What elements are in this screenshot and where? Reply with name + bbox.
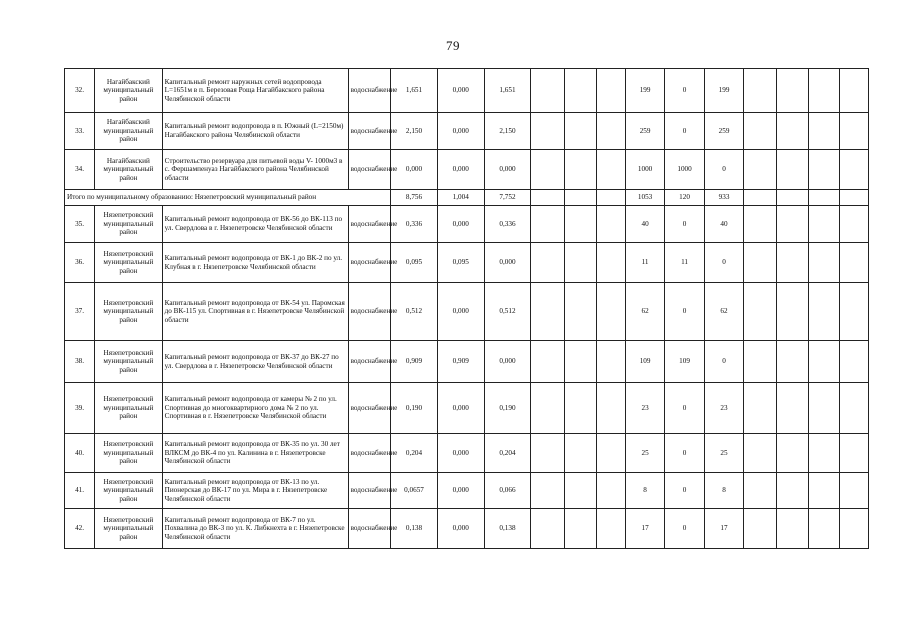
blank-cell [596,283,625,341]
blank-cell [839,113,868,150]
municipality-cell: Нязепетровский муниципальный район [95,283,163,341]
value-cell-2: 0,000 [437,383,484,434]
description-cell: Капитальный ремонт водопровода от ВК-54 ул. Паромская до ВК-115 ул. Спортивная в г. Нязепетровске Челябинской области [162,283,348,341]
blank-cell [839,509,868,549]
description-cell: Капитальный ремонт водопровода в п. Южный (L=2150м) Нагайбакского района Челябинской области [162,113,348,150]
value-cell-2: 0,000 [437,206,484,243]
value-cell-1: 0,204 [391,434,438,473]
financing-cell-3: 199 [704,69,743,113]
row-number: 39. [65,383,95,434]
total-label: Итого по муниципальному образованию: Нязепетровский муниципальный район [65,190,391,206]
blank-cell [596,341,625,383]
blank-cell [596,150,625,190]
blank-cell [744,206,777,243]
blank-cell [531,206,564,243]
row-number: 36. [65,243,95,283]
financing-cell-3: 259 [704,113,743,150]
blank-cell [531,243,564,283]
value-cell-3: 0,066 [484,473,531,509]
table-row [65,243,869,283]
table-row [65,434,869,473]
blank-cell [808,206,839,243]
value-cell-2: 0,000 [437,509,484,549]
blank-cell [564,434,596,473]
blank-cell [564,473,596,509]
value-cell-2: 0,000 [437,473,484,509]
type-cell: водоснабжение [348,206,391,243]
value-cell-1: 0,512 [391,283,438,341]
financing-cell-2: 0 [665,383,704,434]
financing-cell-3: 0 [704,150,743,190]
value-cell-2: 0,000 [437,150,484,190]
blank-cell [808,190,839,206]
blank-cell [777,206,808,243]
blank-cell [531,283,564,341]
municipality-cell: Нязепетровский муниципальный район [95,434,163,473]
value-cell-1: 0,336 [391,206,438,243]
blank-cell [564,243,596,283]
blank-cell [744,283,777,341]
value-cell-3: 0,000 [484,243,531,283]
total-value-1: 8,756 [391,190,438,206]
blank-cell [531,69,564,113]
value-cell-1: 0,909 [391,341,438,383]
row-number: 42. [65,509,95,549]
blank-cell [531,509,564,549]
blank-cell [744,69,777,113]
municipality-cell: Нязепетровский муниципальный район [95,383,163,434]
municipality-cell: Нязепетровский муниципальный район [95,243,163,283]
blank-cell [777,190,808,206]
description-cell: Капитальный ремонт водопровода от ВК-1 до ВК-2 по ул. Клубная в г. Нязепетровске Челябинской области [162,243,348,283]
value-cell-2: 0,000 [437,69,484,113]
financing-cell-2: 0 [665,509,704,549]
blank-cell [808,283,839,341]
financing-cell-2: 0 [665,473,704,509]
financing-cell-2: 0 [665,206,704,243]
total-financing-2: 120 [665,190,704,206]
table-row [65,206,869,243]
blank-cell [808,113,839,150]
blank-cell [839,283,868,341]
row-number: 37. [65,283,95,341]
type-cell: водоснабжение [348,434,391,473]
blank-cell [839,434,868,473]
financing-cell-2: 0 [665,283,704,341]
blank-cell [596,113,625,150]
blank-cell [744,434,777,473]
value-cell-1: 0,138 [391,509,438,549]
blank-cell [744,509,777,549]
financing-cell-2: 0 [665,113,704,150]
row-number: 32. [65,69,95,113]
blank-cell [596,206,625,243]
row-number: 38. [65,341,95,383]
value-cell-2: 0,095 [437,243,484,283]
blank-cell [564,113,596,150]
blank-cell [777,69,808,113]
value-cell-3: 0,336 [484,206,531,243]
row-number: 40. [65,434,95,473]
municipality-cell: Нязепетровский муниципальный район [95,509,163,549]
blank-cell [531,383,564,434]
blank-cell [744,243,777,283]
type-cell: водоснабжение [348,243,391,283]
value-cell-3: 1,651 [484,69,531,113]
value-cell-3: 0,512 [484,283,531,341]
value-cell-3: 2,150 [484,113,531,150]
value-cell-3: 0,138 [484,509,531,549]
blank-cell [596,509,625,549]
blank-cell [596,473,625,509]
blank-cell [839,383,868,434]
type-cell: водоснабжение [348,341,391,383]
value-cell-2: 0,000 [437,434,484,473]
table-row [65,150,869,190]
type-cell: водоснабжение [348,473,391,509]
program-table [64,68,869,549]
municipality-cell: Нагайбакский муниципальный район [95,113,163,150]
blank-cell [808,243,839,283]
blank-cell [839,341,868,383]
blank-cell [839,69,868,113]
blank-cell [744,190,777,206]
municipality-cell: Нязепетровский муниципальный район [95,206,163,243]
value-cell-1: 0,000 [391,150,438,190]
table-row [65,509,869,549]
financing-cell-3: 40 [704,206,743,243]
value-cell-3: 0,000 [484,150,531,190]
value-cell-1: 1,651 [391,69,438,113]
financing-cell-2: 0 [665,434,704,473]
total-financing-3: 933 [704,190,743,206]
blank-cell [839,150,868,190]
row-number: 41. [65,473,95,509]
blank-cell [744,473,777,509]
financing-cell-1: 23 [625,383,664,434]
blank-cell [531,434,564,473]
table-row [65,383,869,434]
type-cell: водоснабжение [348,113,391,150]
blank-cell [777,283,808,341]
financing-cell-2: 109 [665,341,704,383]
blank-cell [777,341,808,383]
financing-cell-3: 25 [704,434,743,473]
financing-cell-2: 11 [665,243,704,283]
blank-cell [531,150,564,190]
blank-cell [596,243,625,283]
blank-cell [531,113,564,150]
page-number: 79 [446,38,460,53]
blank-cell [744,150,777,190]
financing-cell-3: 0 [704,243,743,283]
blank-cell [808,473,839,509]
type-cell: водоснабжение [348,383,391,434]
financing-cell-3: 17 [704,509,743,549]
description-cell: Капитальный ремонт наружных сетей водопровода L=1651м в п. Березовая Роща Нагайбакского района Челябинской области [162,69,348,113]
type-cell: водоснабжение [348,283,391,341]
financing-cell-3: 62 [704,283,743,341]
row-number: 33. [65,113,95,150]
blank-cell [808,69,839,113]
blank-cell [531,341,564,383]
value-cell-3: 0,204 [484,434,531,473]
blank-cell [531,190,564,206]
blank-cell [777,473,808,509]
blank-cell [777,113,808,150]
blank-cell [808,150,839,190]
blank-cell [596,190,625,206]
municipality-cell: Нязепетровский муниципальный район [95,473,163,509]
financing-cell-1: 259 [625,113,664,150]
blank-cell [564,69,596,113]
blank-cell [564,206,596,243]
blank-cell [596,69,625,113]
description-cell: Капитальный ремонт водопровода от ВК-56 до ВК-113 по ул. Свердлова в г. Нязепетровске Челябинской области [162,206,348,243]
financing-cell-1: 25 [625,434,664,473]
financing-cell-3: 8 [704,473,743,509]
financing-cell-1: 1000 [625,150,664,190]
type-cell: водоснабжение [348,69,391,113]
value-cell-1: 2,150 [391,113,438,150]
blank-cell [596,434,625,473]
blank-cell [531,473,564,509]
financing-cell-1: 109 [625,341,664,383]
value-cell-2: 0,909 [437,341,484,383]
total-financing-1: 1053 [625,190,664,206]
financing-cell-1: 17 [625,509,664,549]
value-cell-2: 0,000 [437,283,484,341]
financing-cell-1: 62 [625,283,664,341]
financing-cell-1: 8 [625,473,664,509]
financing-cell-3: 0 [704,341,743,383]
value-cell-1: 0,0657 [391,473,438,509]
total-value-3: 7,752 [484,190,531,206]
blank-cell [596,383,625,434]
blank-cell [839,243,868,283]
description-cell: Капитальный ремонт водопровода от ВК-13 по ул. Пионерская до ВК-17 по ул. Мира в г. Нязепетровске Челябинской области [162,473,348,509]
blank-cell [564,190,596,206]
total-value-2: 1,004 [437,190,484,206]
municipality-cell: Нагайбакский муниципальный район [95,69,163,113]
blank-cell [839,473,868,509]
value-cell-2: 0,000 [437,113,484,150]
blank-cell [808,383,839,434]
description-cell: Капитальный ремонт водопровода от ВК-7 по ул. Похвалина до ВК-3 по ул. К. Либкнехта в г. Нязепетровске Челябинской области [162,509,348,549]
financing-cell-2: 1000 [665,150,704,190]
blank-cell [564,150,596,190]
financing-cell-3: 23 [704,383,743,434]
blank-cell [564,341,596,383]
table-row [65,341,869,383]
table-row [65,69,869,113]
value-cell-3: 0,190 [484,383,531,434]
blank-cell [744,383,777,434]
table-row [65,473,869,509]
blank-cell [777,434,808,473]
blank-cell [808,341,839,383]
description-cell: Строительство резервуара для питьевой воды V- 1000м3 в с. Фершампенуаз Нагайбакского района Челябинской области [162,150,348,190]
type-cell: водоснабжение [348,509,391,549]
blank-cell [564,383,596,434]
financing-cell-2: 0 [665,69,704,113]
blank-cell [564,509,596,549]
value-cell-1: 0,095 [391,243,438,283]
blank-cell [744,113,777,150]
financing-cell-1: 40 [625,206,664,243]
municipality-cell: Нагайбакский муниципальный район [95,150,163,190]
blank-cell [777,509,808,549]
value-cell-3: 0,000 [484,341,531,383]
total-row [65,190,869,206]
blank-cell [839,190,868,206]
blank-cell [777,383,808,434]
description-cell: Капитальный ремонт водопровода от камеры № 2 по ул. Спортивная до многоквартирного дома № 2 по ул. Спортивная в г. Нязепетровске Челябинской области [162,383,348,434]
blank-cell [564,283,596,341]
value-cell-1: 0,190 [391,383,438,434]
row-number: 35. [65,206,95,243]
blank-cell [839,206,868,243]
blank-cell [777,243,808,283]
table-row [65,283,869,341]
type-cell: водоснабжение [348,150,391,190]
row-number: 34. [65,150,95,190]
blank-cell [808,434,839,473]
blank-cell [777,150,808,190]
table-row [65,113,869,150]
financing-cell-1: 11 [625,243,664,283]
municipality-cell: Нязепетровский муниципальный район [95,341,163,383]
blank-cell [808,509,839,549]
description-cell: Капитальный ремонт водопровода от ВК-37 до ВК-27 по ул. Свердлова в г. Нязепетровске Челябинской области [162,341,348,383]
financing-cell-1: 199 [625,69,664,113]
blank-cell [744,341,777,383]
description-cell: Капитальный ремонт водопровода от ВК-35 по ул. 30 лет ВЛКСМ до ВК-4 по ул. Калинина в г. Нязепетровске Челябинской области [162,434,348,473]
